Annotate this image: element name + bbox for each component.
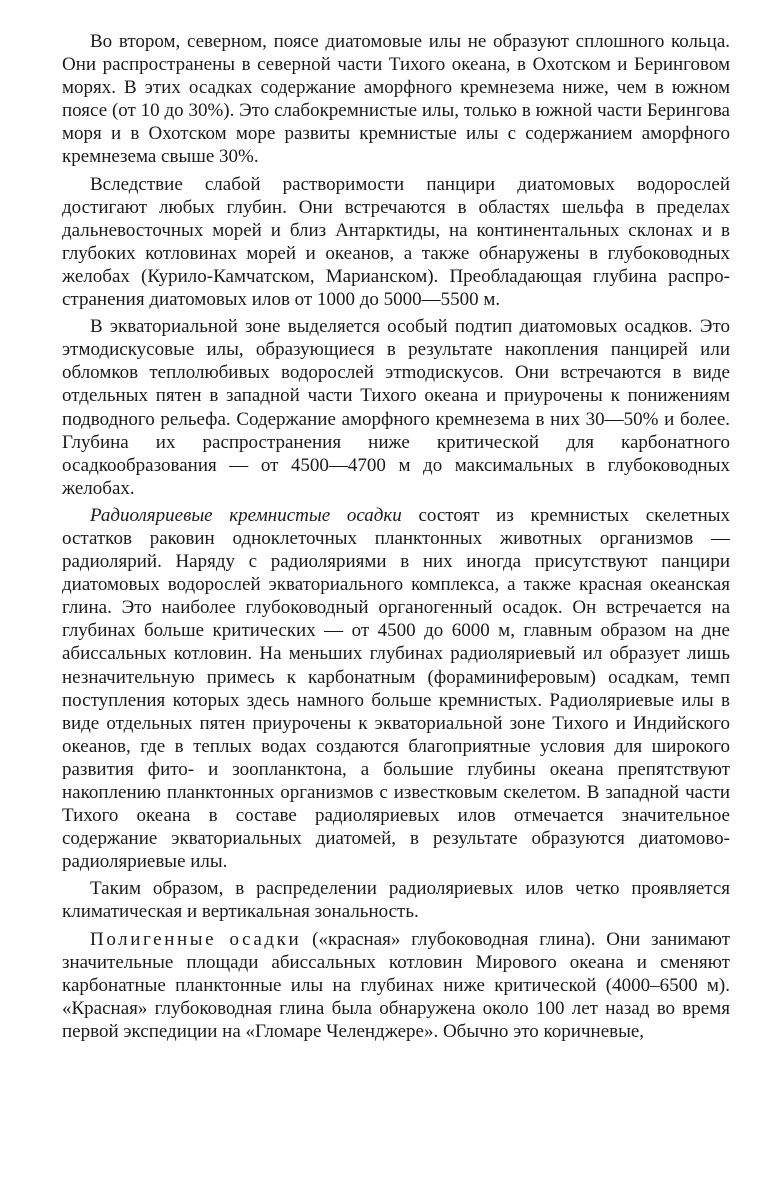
paragraph-radiolarian [62,504,730,874]
paragraph-lead-term: Полигенные осадки [90,928,302,950]
paragraph-text: состоят из кремнистых скелетных остатков раковин одноклеточных планктонных животных организмов — радиолярий. Наряду с радиоляриями в них иногда присутствуют панцири диатомовых водорослей экваториального комплекса, а также красная океанская глина. Это наиболее глубоководный органогенный осадок. Он встречается на глубинах больше критических — от 4500 до 6000 м, главным образом на дне абиссальных котловин. На меньших глубинах радиоляриевый ил образует лишь незначительную примесь к карбонатным (фораминиферовым) осадкам, темп поступления которых здесь намного больше кремнистых. Радиоляриевые илы в виде отдельных пятен приурочены к экваториальной зоне Тихого и Индийского океанов, где в теплых водах создаются благоприятные условия для широкого развития фито- и зоопланктона, а большие глубины океана препятствуют накоплению планктонных организмов с известковым скелетом. В западной части Тихого океана в составе радиоляриевых илов отмечается значительное содержание экваториальных диатомей, в результате образуются диатомово-радиоляриевые илы. [62,504,730,873]
paragraph-text: В экваториальной зоне выделяется особый подтип диатомовых осадков. Это этмодискусовые илы, образующиеся в результате накопления панцирей или обломков теплолюбивых водорослей этmодискусов. Они встречаются в виде отдельных пятен в западной части Тихого океана и приурочены к понижениям подводного рельефа. Содержание аморфного кремнезема в них 30—50% и более. Глубина их распространения ниже критической для карбонатного осадкообразования — от 4500—4700 м до максимальных в глубоководных желобах. [62,316,730,499]
paragraph-lead-term: Радиоляриевые кремнистые осадки [90,504,402,526]
paragraph-conclusion [62,877,730,923]
paragraph-text: («красная» глубоководная глина). Они занимают значительные площади абиссальных котловин Мирового океана и сменяют карбонатные планктонные илы на глубинах ниже критической (4000–6500 м). «Красная» глубоководная глина была обнаружена около 100 лет назад во время первой экспедиции на «Гломаре Челенджере». Обычно это коричневые, [62,928,731,1042]
paragraph-solubility [62,173,730,312]
paragraph-polygenic [62,928,730,1043]
paragraph-text: Во втором, северном, поясе диатомовые илы не образуют сплошного кольца. Они распространены в северной части Тихого океана, в Охотском и Беринговом морях. В этих осадках содержание аморфного кремнезема ниже, чем в южном поясе (от 10 до 30%). Это слабокремнистые илы, только в южной части Берингова моря и в Охотском море развиты кремнистые илы с содержанием аморфного кремнезема свыше 30%. [62,31,730,168]
paragraph-equatorial-zone [62,315,730,500]
paragraph-text: Таким образом, в распределении радиоляриевых илов четко проявляется климатическая и вертикальная зональность. [62,878,730,923]
paragraph-northern-belt [62,30,730,169]
paragraph-text: Вследствие слабой растворимости панцири диатомовых водорослей достигают любых глубин. Они встречаются в областях шельфа в пределах дальневосточных морей и близ Антарктиды, на континентальных склонах и в глубоких котловинах морей и океанов, а также обнаружены в глубоководных желобах (Курило-Камчатском, Марианском). Преобладающая глубина распространения диатомовых илов от 1000 до 5000—5500 м. [62,173,730,311]
